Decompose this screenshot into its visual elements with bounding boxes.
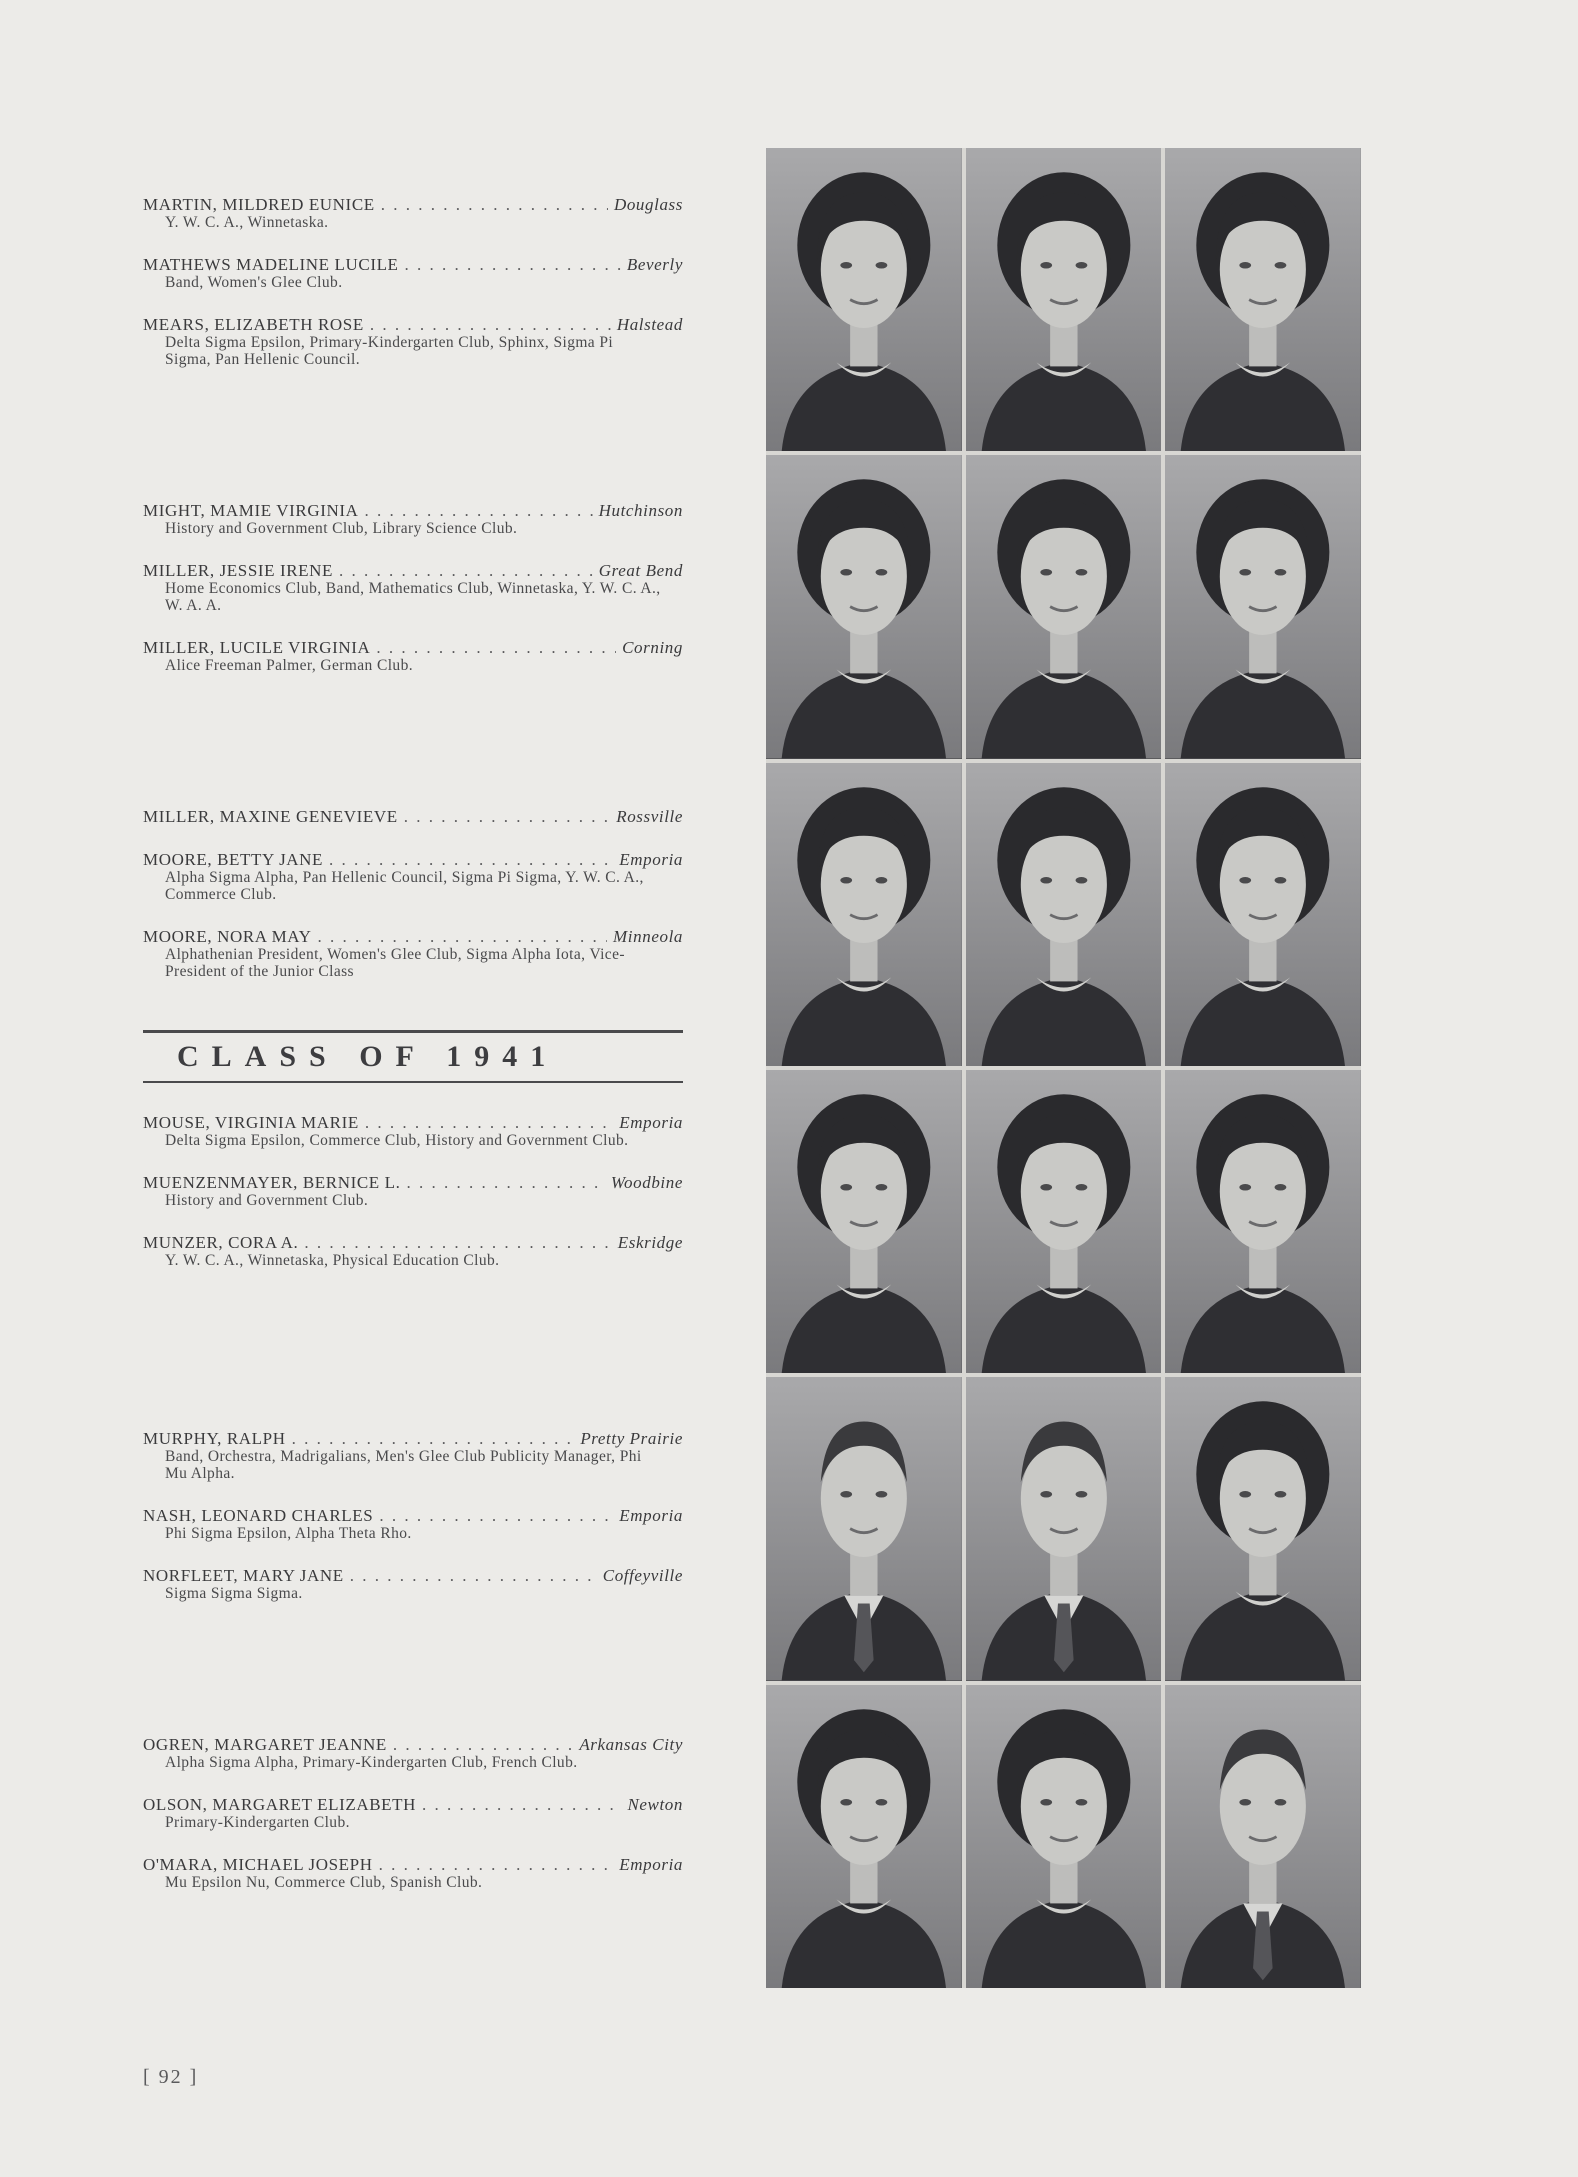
student-entry — [143, 1566, 683, 1602]
leader-dots — [317, 927, 607, 946]
entry-heading — [143, 850, 683, 869]
hometown: Douglass — [613, 195, 683, 214]
student-entry — [143, 315, 683, 368]
activities: Band, Orchestra, Madrigalians, Men's Glee Club Publicity Manager, Phi Mu Alpha. — [165, 1448, 642, 1482]
portrait-photo — [1165, 148, 1361, 451]
portrait-photo — [966, 148, 1162, 451]
student-entry — [143, 638, 683, 674]
leader-dots — [339, 561, 593, 580]
hometown: Newton — [627, 1795, 683, 1814]
hometown: Emporia — [619, 850, 683, 869]
leader-dots — [364, 501, 592, 520]
student-name: MEARS, ELIZABETH ROSE — [143, 315, 364, 334]
entry-heading — [143, 927, 683, 946]
hometown: Pretty Prairie — [580, 1429, 683, 1448]
student-name: O'MARA, MICHAEL JOSEPH — [143, 1855, 373, 1874]
portrait-photo — [1165, 455, 1361, 758]
entry-heading — [143, 1506, 683, 1525]
leader-dots — [406, 1173, 604, 1192]
activities: Mu Epsilon Nu, Commerce Club, Spanish Club. — [165, 1874, 483, 1891]
activities: Alice Freeman Palmer, German Club. — [165, 657, 413, 674]
portrait-silhouette — [766, 1685, 962, 1988]
student-name: MARTIN, MILDRED EUNICE — [143, 195, 375, 214]
entry-heading — [143, 1735, 683, 1754]
leader-dots — [329, 850, 613, 869]
portrait-silhouette — [1165, 455, 1361, 758]
student-name: MILLER, LUCILE VIRGINIA — [143, 638, 371, 657]
entry-heading — [143, 501, 683, 520]
hometown: Corning — [622, 638, 683, 657]
student-entry — [143, 807, 683, 826]
leader-dots — [381, 195, 608, 214]
student-entry — [143, 850, 683, 903]
entry-heading — [143, 255, 683, 274]
portrait-photo — [966, 763, 1162, 1066]
entry-heading — [143, 561, 683, 580]
hometown: Emporia — [619, 1506, 683, 1525]
student-name: MUNZER, CORA A. — [143, 1233, 299, 1252]
activities: Phi Sigma Epsilon, Alpha Theta Rho. — [165, 1525, 412, 1542]
portrait-silhouette — [1165, 1685, 1361, 1988]
leader-dots — [393, 1735, 574, 1754]
student-entry — [143, 1429, 683, 1482]
leader-dots — [379, 1506, 613, 1525]
portrait-silhouette — [1165, 1377, 1361, 1680]
hometown: Rossville — [616, 807, 683, 826]
activities: Y. W. C. A., Winnetaska, Physical Education Club. — [165, 1252, 500, 1269]
portrait-silhouette — [966, 455, 1162, 758]
portrait-silhouette — [766, 148, 962, 451]
portrait-silhouette — [966, 1377, 1162, 1680]
portrait-silhouette — [1165, 763, 1361, 1066]
entry-heading — [143, 1233, 683, 1252]
activities: Delta Sigma Epsilon, Commerce Club, History and Government Club. — [165, 1132, 629, 1149]
leader-dots — [370, 315, 611, 334]
student-name: MIGHT, MAMIE VIRGINIA — [143, 501, 359, 520]
hometown: Emporia — [619, 1855, 683, 1874]
portrait-silhouette — [966, 1070, 1162, 1373]
entry-heading — [143, 315, 683, 334]
portrait-silhouette — [766, 1070, 962, 1373]
activities: Alphathenian President, Women's Glee Club, Sigma Alpha Iota, Vice-President of the Junior Class — [165, 946, 625, 980]
student-name: OLSON, MARGARET ELIZABETH — [143, 1795, 416, 1814]
entry-group — [143, 195, 683, 501]
student-name: MOORE, BETTY JANE — [143, 850, 324, 869]
student-entry — [143, 1233, 683, 1269]
student-name: MOORE, NORA MAY — [143, 927, 312, 946]
student-entry — [143, 195, 683, 231]
portrait-photo — [766, 763, 962, 1066]
activities: Alpha Sigma Alpha, Pan Hellenic Council, Sigma Pi Sigma, Y. W. C. A., Commerce Club. — [165, 869, 644, 903]
class-banner — [143, 1030, 683, 1083]
entry-heading — [143, 1855, 683, 1874]
student-entry — [143, 561, 683, 614]
entry-heading — [143, 1113, 683, 1132]
hometown: Great Bend — [598, 561, 683, 580]
portrait-photo — [1165, 763, 1361, 1066]
entry-group — [143, 501, 683, 807]
portrait-silhouette — [766, 1377, 962, 1680]
portrait-photo — [766, 148, 962, 451]
entry-group — [143, 1113, 683, 1419]
student-entry — [143, 927, 683, 980]
hometown: Hutchinson — [598, 501, 683, 520]
student-name: MOUSE, VIRGINIA MARIE — [143, 1113, 359, 1132]
portrait-silhouette — [966, 1685, 1162, 1988]
portrait-photo — [966, 1685, 1162, 1988]
student-name: OGREN, MARGARET JEANNE — [143, 1735, 387, 1754]
leader-dots — [405, 255, 621, 274]
portrait-photo — [966, 455, 1162, 758]
hometown: Coffeyville — [602, 1566, 683, 1585]
leader-dots — [404, 807, 611, 826]
portrait-photo — [1165, 1377, 1361, 1680]
hometown: Woodbine — [610, 1173, 683, 1192]
student-name: MURPHY, RALPH — [143, 1429, 286, 1448]
student-entry — [143, 255, 683, 291]
activities: Y. W. C. A., Winnetaska. — [165, 214, 329, 231]
portrait-photo — [766, 1685, 962, 1988]
portrait-silhouette — [1165, 148, 1361, 451]
student-entry — [143, 1113, 683, 1149]
hometown: Eskridge — [617, 1233, 683, 1252]
entry-heading — [143, 1795, 683, 1814]
activities: Alpha Sigma Alpha, Primary-Kindergarten Club, French Club. — [165, 1754, 578, 1771]
leader-dots — [350, 1566, 597, 1585]
student-entry — [143, 1506, 683, 1542]
portrait-photo — [766, 455, 962, 758]
hometown: Arkansas City — [579, 1735, 683, 1754]
student-entry — [143, 1795, 683, 1831]
activities: Sigma Sigma Sigma. — [165, 1585, 303, 1602]
hometown: Beverly — [626, 255, 683, 274]
page-number: [ 92 ] — [143, 2066, 199, 2088]
activities: Delta Sigma Epsilon, Primary-Kindergarten Club, Sphinx, Sigma Pi Sigma, Pan Hellenic Council. — [165, 334, 614, 368]
portrait-silhouette — [966, 763, 1162, 1066]
class-banner-text: CLASS OF 1941 — [177, 1040, 559, 1073]
portrait-photo — [966, 1377, 1162, 1680]
student-entry — [143, 1855, 683, 1891]
entry-heading — [143, 1429, 683, 1448]
hometown: Halstead — [616, 315, 683, 334]
portrait-photo — [966, 1070, 1162, 1373]
portrait-photo — [1165, 1685, 1361, 1988]
portrait-silhouette — [966, 148, 1162, 451]
student-name: MILLER, MAXINE GENEVIEVE — [143, 807, 398, 826]
student-entry — [143, 501, 683, 537]
student-entry — [143, 1735, 683, 1771]
student-name: MATHEWS MADELINE LUCILE — [143, 255, 399, 274]
activities: Band, Women's Glee Club. — [165, 274, 343, 291]
entry-group — [143, 1429, 683, 1735]
activities: History and Government Club. — [165, 1192, 369, 1209]
leader-dots — [365, 1113, 613, 1132]
entry-heading — [143, 638, 683, 657]
portrait-silhouette — [766, 763, 962, 1066]
portrait-silhouette — [1165, 1070, 1361, 1373]
entry-group — [143, 1735, 683, 2041]
activities: Primary-Kindergarten Club. — [165, 1814, 350, 1831]
entry-heading — [143, 1566, 683, 1585]
hometown: Minneola — [613, 927, 683, 946]
student-entry — [143, 1173, 683, 1209]
entry-heading — [143, 807, 683, 826]
portrait-grid — [766, 148, 1361, 1988]
student-name: NASH, LEONARD CHARLES — [143, 1506, 374, 1525]
activities: History and Government Club, Library Science Club. — [165, 520, 518, 537]
portrait-photo — [766, 1070, 962, 1373]
portrait-photo — [1165, 1070, 1361, 1373]
portrait-silhouette — [766, 455, 962, 758]
leader-dots — [292, 1429, 575, 1448]
leader-dots — [422, 1795, 621, 1814]
activities: Home Economics Club, Band, Mathematics Club, Winnetaska, Y. W. C. A., W. A. A. — [165, 580, 661, 614]
leader-dots — [379, 1855, 614, 1874]
leader-dots — [376, 638, 616, 657]
portrait-photo — [766, 1377, 962, 1680]
student-name: NORFLEET, MARY JANE — [143, 1566, 344, 1585]
entry-heading — [143, 195, 683, 214]
entry-heading — [143, 1173, 683, 1192]
hometown: Emporia — [619, 1113, 683, 1132]
leader-dots — [304, 1233, 611, 1252]
student-name: MILLER, JESSIE IRENE — [143, 561, 334, 580]
student-name: MUENZENMAYER, BERNICE L. — [143, 1173, 401, 1192]
